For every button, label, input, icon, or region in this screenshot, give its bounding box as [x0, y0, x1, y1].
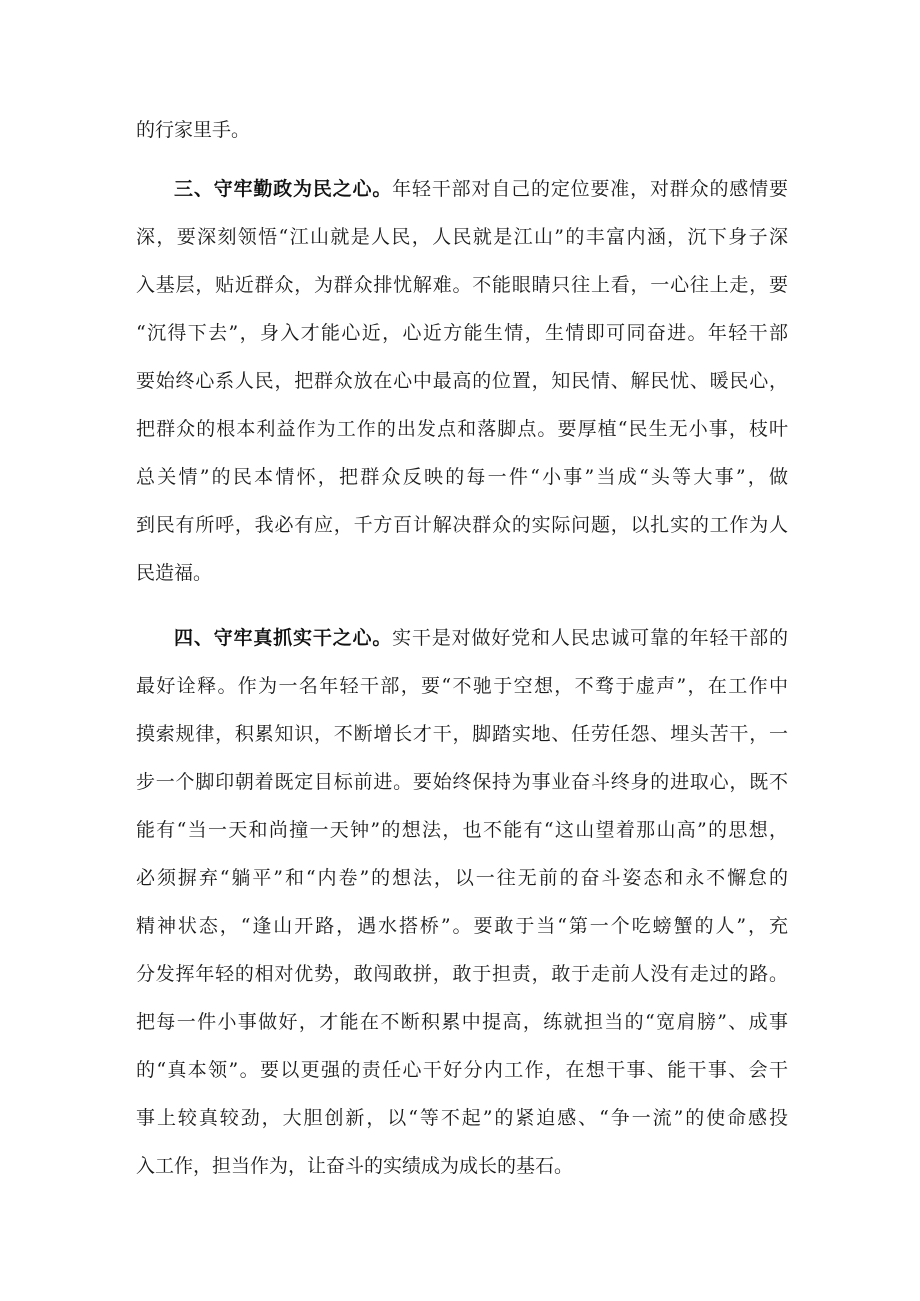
section3-line: “沉得下去”，身入才能心近，心近方能生情，生情即可同奋进。年轻干部: [136, 322, 788, 344]
section4-text: 实干是对做好党和人民忠诚可靠的年轻干部的: [392, 627, 788, 649]
continuation-line: 的行家里手。: [136, 119, 251, 141]
section4-line: 的“真本领”。要以更强的责任心干好分内工作，在想干事、能干事、会干: [136, 1059, 788, 1081]
section3-line: 要始终心系人民，把群众放在心中最高的位置，知民情、解民忧、暖民心，: [136, 370, 788, 392]
section4-line: 分发挥年轻的相对优势，敢闯敢拼，敢于担责，敢于走前人没有走过的路。: [136, 963, 788, 985]
section4-line: 事上较真较劲，大胆创新，以“等不起”的紧迫感、“争一流”的使命感投: [136, 1107, 788, 1129]
section3-line: 民造福。: [136, 562, 213, 584]
section4-line: 入工作，担当作为，让奋斗的实绩成为成长的基石。: [136, 1155, 574, 1177]
section4-line: 把每一件小事做好，才能在不断积累中提高，练就担当的“宽肩膀”、成事: [136, 1011, 788, 1033]
section4-line: 最好诠释。作为一名年轻干部，要“不驰于空想，不骛于虚声”，在工作中: [136, 675, 788, 697]
section3-heading: 三、守牢勤政为民之心。: [174, 178, 393, 200]
section3-line: 到民有所呼，我必有应，千方百计解决群众的实际问题，以扎实的工作为人: [136, 514, 788, 536]
section4-line: 必须摒弃“躺平”和“内卷”的想法，以一往无前的奋斗姿态和永不懈怠的: [136, 867, 788, 889]
section3-text: 年轻干部对自己的定位要准，对群众的感情要: [392, 178, 788, 200]
section4-line: 精神状态，“逢山开路，遇水搭桥”。要敢于当“第一个吃螃蟹的人”，充: [136, 915, 788, 937]
section3-line: 把群众的根本利益作为工作的出发点和落脚点。要厚植“民生无小事，枝叶: [136, 418, 788, 440]
section3-line: 深，要深刻领悟“江山就是人民，人民就是江山”的丰富内涵，沉下身子深: [136, 226, 788, 248]
section3-line: 入基层，贴近群众，为群众排忧解难。不能眼睛只往上看，一心往上走，要: [136, 274, 788, 296]
section3-line: 总关情”的民本情怀，把群众反映的每一件“小事”当成“头等大事”，做: [136, 466, 788, 488]
section4-line: 步一个脚印朝着既定目标前进。要始终保持为事业奋斗终身的进取心，既不: [136, 771, 788, 793]
section4-line: 摸索规律，积累知识，不断增长才干，脚踏实地、任劳任怨、埋头苦干，一: [136, 723, 788, 745]
section4-heading: 四、守牢真抓实干之心。: [174, 627, 393, 649]
section4-first-line: [174, 621, 788, 655]
section4-line: 能有“当一天和尚撞一天钟”的想法，也不能有“这山望着那山高”的思想，: [136, 819, 788, 841]
section3-first-line: [174, 172, 788, 206]
